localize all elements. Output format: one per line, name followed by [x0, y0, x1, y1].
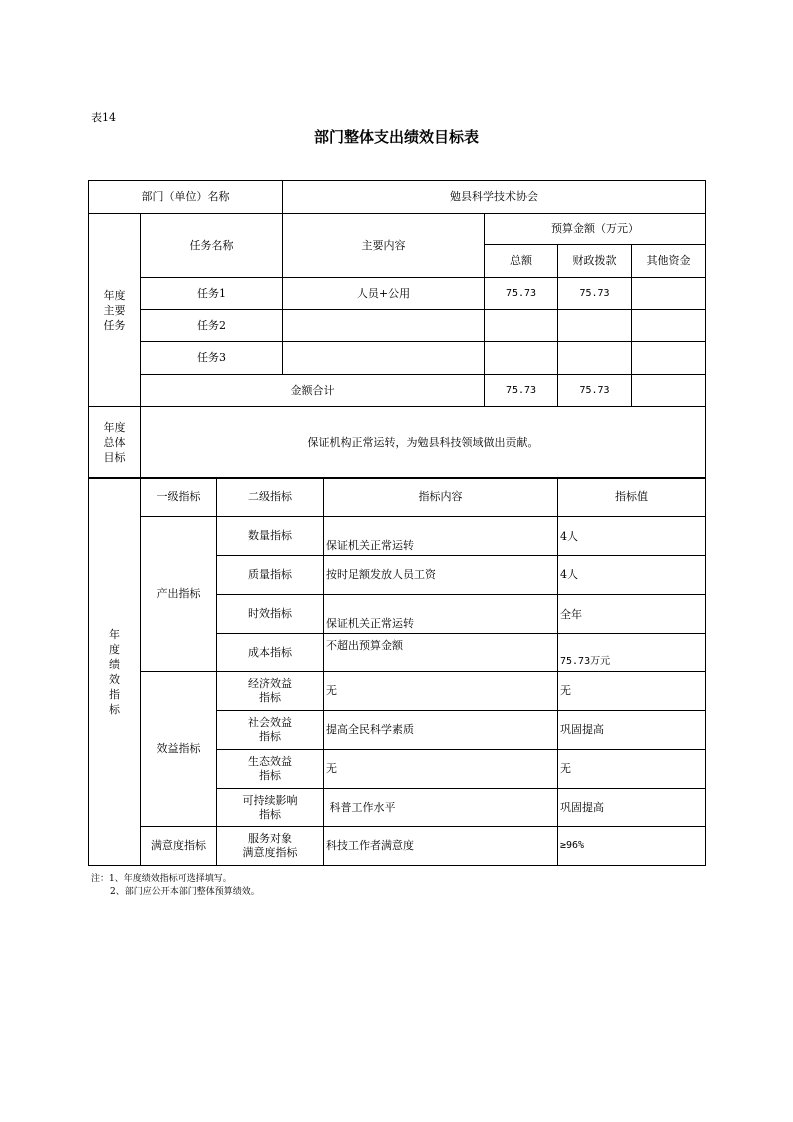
col-task-name: 任务名称	[141, 214, 283, 278]
col-level2: 二级指标	[217, 478, 324, 517]
task-content: 人员+公用	[283, 278, 485, 310]
indicator-value: ≥96%	[558, 827, 706, 866]
tasks-table	[88, 180, 706, 479]
level2-name: 质量指标	[217, 556, 324, 595]
indicator-value: 4人	[558, 556, 706, 595]
task-content	[283, 310, 485, 342]
table-row	[89, 672, 706, 711]
group-output: 产出指标	[141, 517, 217, 672]
col-level1: 一级指标	[141, 478, 217, 517]
col-indicator-content: 指标内容	[324, 478, 558, 517]
group-benefit: 效益指标	[141, 672, 217, 827]
table-row	[89, 342, 706, 375]
task-name: 任务2	[141, 310, 283, 342]
col-budget: 预算金额（万元）	[485, 214, 706, 245]
footnote-1: 注：1、年度绩效指标可选择填写。	[91, 874, 232, 884]
task-total	[485, 342, 558, 375]
table-row	[89, 310, 706, 342]
col-main-content: 主要内容	[283, 214, 485, 278]
indicator-value: 无	[558, 750, 706, 789]
level2-name: 数量指标	[217, 517, 324, 556]
table-row	[89, 517, 706, 556]
level2-name: 可持续影响 指标	[217, 789, 324, 827]
indicator-value: 75.73万元	[558, 634, 706, 672]
task-total	[485, 310, 558, 342]
sum-label: 金额合计	[141, 375, 485, 407]
task-other	[632, 278, 706, 310]
level2-name: 生态效益 指标	[217, 750, 324, 789]
page-title: 部门整体支出绩效目标表	[313, 128, 479, 146]
group-satisfaction: 满意度指标	[141, 827, 217, 866]
indicator-content: 无	[324, 672, 558, 711]
dept-name: 勉县科学技术协会	[283, 181, 706, 214]
task-content	[283, 342, 485, 375]
col-fiscal: 财政拨款	[558, 245, 632, 278]
level2-name: 社会效益 指标	[217, 711, 324, 750]
sum-total: 75.73	[485, 375, 558, 407]
performance-table	[88, 477, 706, 866]
performance-label: 年 度 绩 效 指 标	[89, 478, 141, 866]
task-name: 任务3	[141, 342, 283, 375]
level2-name: 成本指标	[217, 634, 324, 672]
footnote-2: 2、部门应公开本部门整体预算绩效。	[110, 887, 260, 897]
indicator-content: 科普工作水平	[324, 789, 558, 827]
task-name: 任务1	[141, 278, 283, 310]
indicator-value: 无	[558, 672, 706, 711]
level2-name: 经济效益 指标	[217, 672, 324, 711]
level2-name: 服务对象 满意度指标	[217, 827, 324, 866]
annual-goal-label: 年度 总体 目标	[89, 407, 141, 479]
indicator-value: 4人	[558, 517, 706, 556]
indicator-content: 科技工作者满意度	[324, 827, 558, 866]
task-other	[632, 342, 706, 375]
table-row	[89, 827, 706, 866]
indicator-content: 保证机关正常运转	[324, 595, 558, 634]
col-total: 总额	[485, 245, 558, 278]
indicator-content: 无	[324, 750, 558, 789]
task-other	[632, 310, 706, 342]
indicator-content: 按时足额发放人员工资	[324, 556, 558, 595]
col-indicator-value: 指标值	[558, 478, 706, 517]
indicator-content: 保证机关正常运转	[324, 517, 558, 556]
table-number: 表14	[91, 111, 116, 124]
indicator-value: 全年	[558, 595, 706, 634]
sum-row	[89, 375, 706, 407]
indicator-content: 提高全民科学素质	[324, 711, 558, 750]
annual-tasks-label: 年度 主要 任务	[89, 214, 141, 407]
task-total: 75.73	[485, 278, 558, 310]
indicator-value: 巩固提高	[558, 789, 706, 827]
level2-name: 时效指标	[217, 595, 324, 634]
annual-goal-text: 保证机构正常运转，为勉县科技领域做出贡献。	[141, 407, 706, 479]
table-row	[89, 278, 706, 310]
task-fiscal	[558, 310, 632, 342]
task-fiscal	[558, 342, 632, 375]
col-other: 其他资金	[632, 245, 706, 278]
indicator-content: 不超出预算金额	[324, 634, 558, 672]
sum-other	[632, 375, 706, 407]
footnotes	[91, 873, 260, 899]
dept-label: 部门（单位）名称	[89, 181, 283, 214]
sum-fiscal: 75.73	[558, 375, 632, 407]
indicator-value: 巩固提高	[558, 711, 706, 750]
task-fiscal: 75.73	[558, 278, 632, 310]
